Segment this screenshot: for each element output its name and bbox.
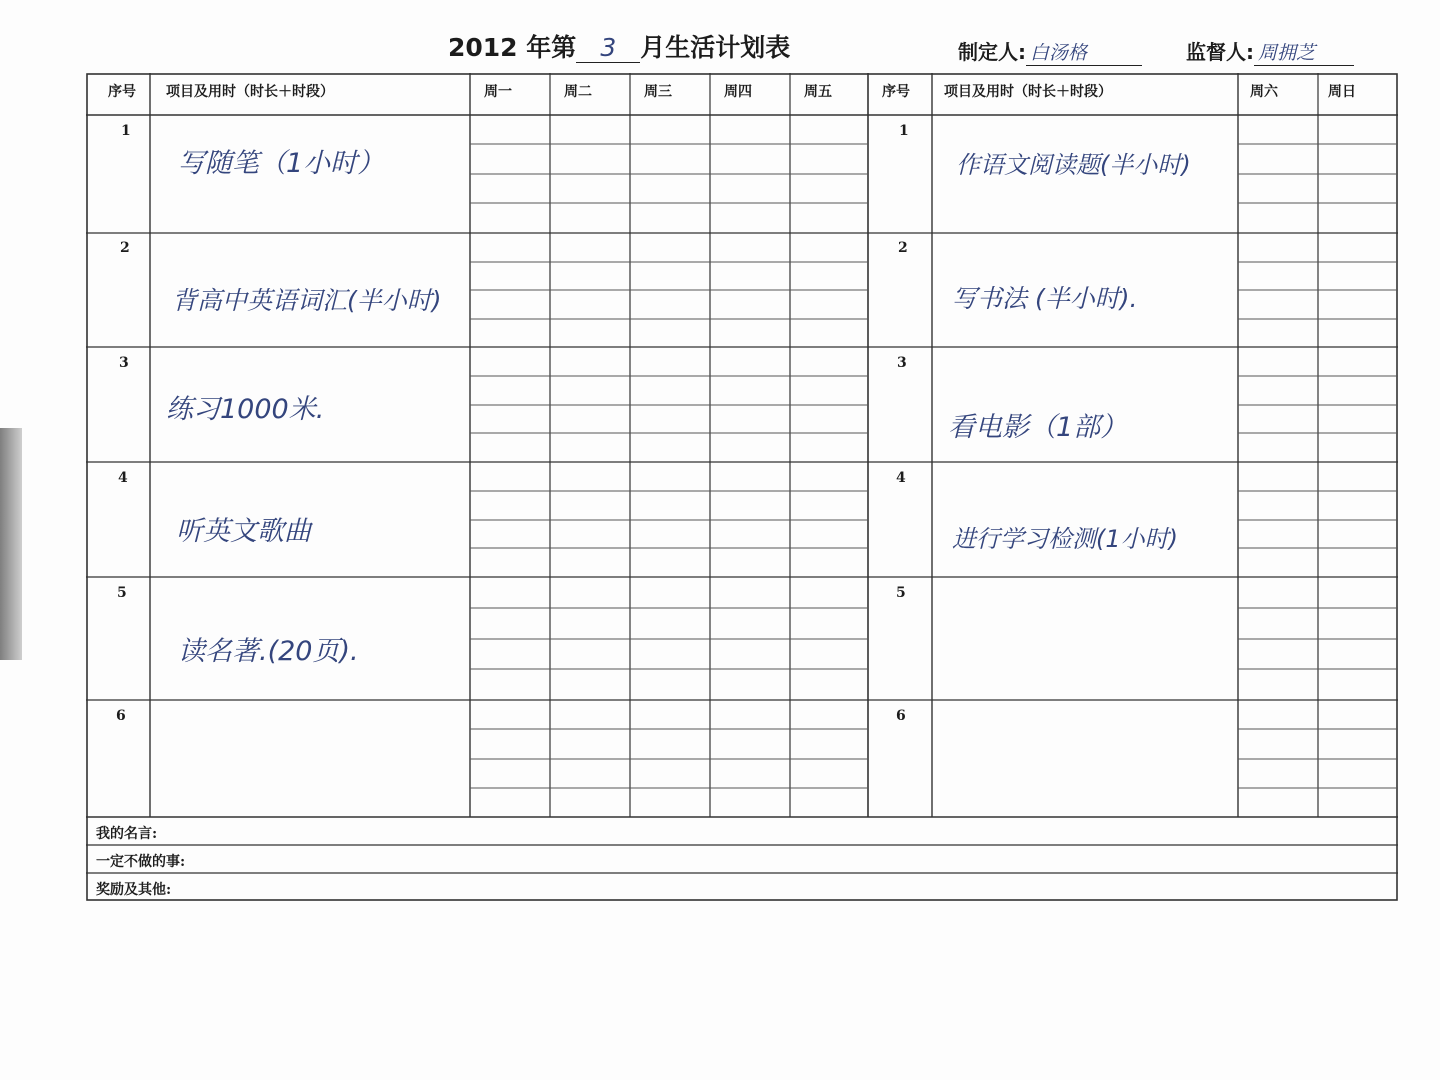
motto-label: 我的名言:: [96, 826, 158, 842]
weekend-row-number: 6: [896, 708, 906, 724]
weekend-item[interactable]: 进行学习检测(1小时): [952, 525, 1178, 553]
header-item-weekend: 项目及用时（时长＋时段）: [944, 84, 1112, 100]
weekday-row-number: 5: [117, 585, 127, 601]
weekday-item[interactable]: 读名著.(20页).: [178, 636, 359, 667]
weekend-item[interactable]: 写书法 (半小时).: [952, 284, 1138, 313]
maker-field[interactable]: [1026, 38, 1142, 66]
header-sun: 周日: [1328, 84, 1356, 100]
weekend-item[interactable]: 看电影（1部）: [948, 412, 1128, 443]
reward-label: 奖励及其他:: [96, 882, 172, 898]
header-mon: 周一: [484, 84, 512, 100]
maker-signature: [958, 36, 1142, 66]
supervisor-signature: [1186, 36, 1354, 66]
header-seq: 序号: [108, 84, 136, 100]
weekend-row-number: 3: [897, 355, 907, 371]
header-seq-weekend: 序号: [882, 84, 910, 100]
weekend-row-number: 2: [898, 240, 908, 256]
header-sat: 周六: [1250, 84, 1278, 100]
page-title: [448, 28, 790, 68]
table-grid: [86, 73, 1398, 901]
header-thu: 周四: [724, 84, 752, 100]
header-fri: 周五: [804, 84, 832, 100]
weekday-item[interactable]: 听英文歌曲: [176, 516, 311, 547]
weekday-item[interactable]: 练习1000米.: [166, 394, 325, 425]
title-prefix: 2012 年第: [448, 33, 577, 62]
title-suffix: 月生活计划表: [640, 33, 791, 62]
weekday-row-number: 3: [119, 355, 129, 371]
weekday-row-number: 2: [120, 240, 130, 256]
weekday-row-number: 4: [118, 470, 128, 486]
supervisor-label: 监督人:: [1186, 40, 1254, 64]
maker-value: 白汤格: [1030, 42, 1088, 64]
weekend-row-number: 1: [899, 123, 909, 139]
weekday-item[interactable]: 写随笔（1小时）: [178, 148, 385, 179]
weekend-item[interactable]: 作语文阅读题(半小时): [956, 151, 1191, 179]
supervisor-value: 周拥芝: [1258, 42, 1316, 64]
weekday-row-number: 1: [121, 123, 131, 139]
scan-edge-shadow: [0, 428, 22, 660]
weekday-item[interactable]: 背高中英语词汇(半小时): [172, 286, 442, 315]
weekend-row-number: 4: [896, 470, 906, 486]
never-do-label: 一定不做的事:: [96, 854, 186, 870]
title-month: 3: [600, 33, 617, 62]
header-wed: 周三: [644, 84, 672, 100]
header-tue: 周二: [564, 84, 592, 100]
plan-table: [86, 73, 1398, 901]
title-month-field[interactable]: [576, 33, 640, 63]
supervisor-field[interactable]: [1254, 38, 1354, 66]
maker-label: 制定人:: [958, 40, 1026, 64]
header-item: 项目及用时（时长＋时段）: [166, 84, 334, 100]
weekday-row-number: 6: [116, 708, 126, 724]
weekend-row-number: 5: [896, 585, 906, 601]
